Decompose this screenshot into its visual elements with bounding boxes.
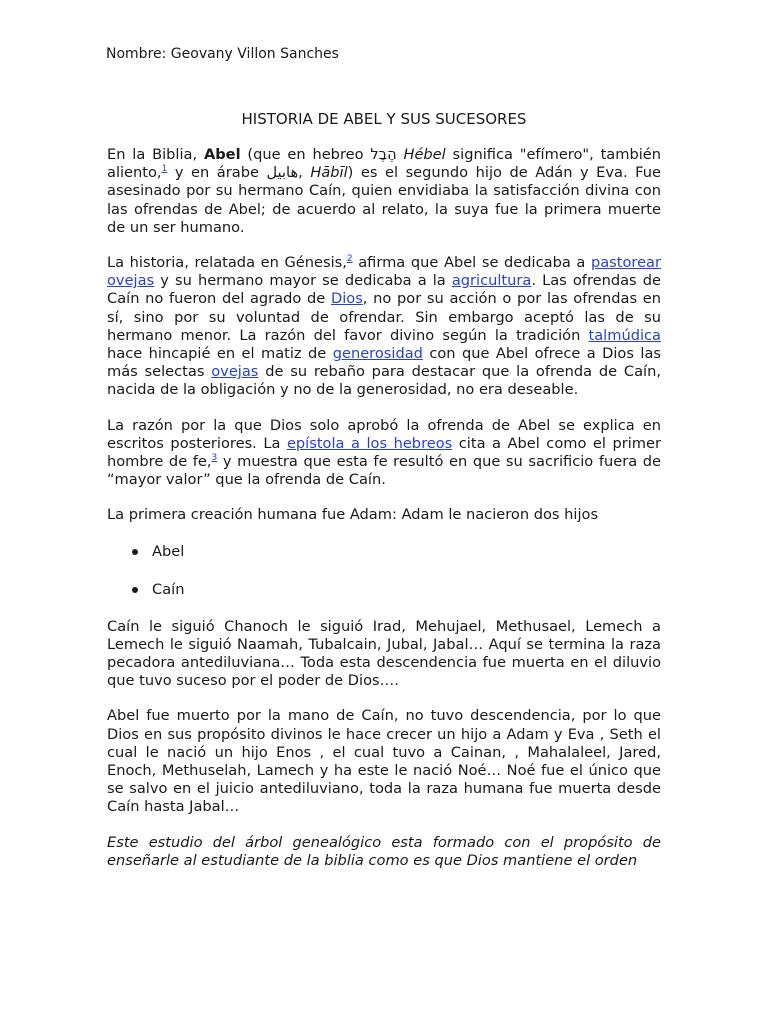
son-name: Caín: [152, 580, 185, 598]
link-generosidad[interactable]: generosidad: [332, 345, 423, 363]
paragraph-reason: [107, 417, 661, 490]
link-epistola-hebreos[interactable]: epístola a los hebreos: [286, 434, 453, 452]
paragraph-story: [107, 254, 661, 400]
text-run: . Las ofrendas de Caín no fueron del agrado de: [107, 272, 662, 308]
habil-italic: Hābīl: [310, 164, 348, 182]
document-body: [107, 146, 661, 887]
footnote-ref-2[interactable]: 2: [346, 254, 353, 265]
list-item: [132, 542, 661, 562]
list-item: [132, 580, 661, 600]
paragraph-intro: [107, 146, 661, 237]
hebrew-word: הֶבֶל: [370, 146, 397, 163]
paragraph-cain-line: Caín le siguió Chanoch le siguió Irad, Mehujael, Methusael, Lemech a Lemech le siguió Naamah, Tubalcain, Jubal, Jabal… Aquí se termina la raza pecadora antediluviana… Toda esta descendencia fue muerta en el diluvio que tuvo suceso por el poder de Dios….: [107, 617, 661, 690]
link-agricultura[interactable]: agricultura: [451, 272, 532, 290]
text-run: ,: [298, 164, 311, 182]
text-run: de su rebaño para destacar que la ofrenda de Caín, nacida de la obligación y no de la generosidad, no era deseable.: [107, 363, 662, 399]
abel-bold: Abel: [203, 146, 241, 163]
paragraph-adam: La primera creación humana fue Adam: Adam le nacieron dos hijos: [107, 506, 599, 524]
text-run: En la Biblia,: [107, 146, 204, 163]
author-line: Nombre: Geovany Villon Sanches: [106, 46, 339, 62]
text-run: , no por su acción o por las ofrendas en sí, sino por su voluntad de ofrendar. Sin embargo aceptó las de su hermano menor. La razón del favor divino según la tradición: [107, 290, 661, 344]
text-run: con que Abel ofrece a Dios las más selectas: [107, 345, 661, 381]
paragraph-study-note: Este estudio del árbol genealógico esta formado con el propósito de enseñarle al estudiante de la biblia como es que Dios mantiene el orden: [107, 833, 661, 869]
footnote-ref-1[interactable]: 1: [161, 164, 168, 175]
paragraph-abel-seth-line: Abel fue muerto por la mano de Caín, no tuvo descendencia, por lo que Dios en sus propósito divinos le hace crecer un hijo a Adam y Eva , Seth el cual le nació un hijo Enos , el cual tuvo a Cainan, , Mahalaleel, Jared, Enoch, Methuselah, Lamech y ha este le nació Noé… Noé fue el único que se salvo en el juicio antediluviano, toda la raza humana fue muerta desde Caín hasta Jabal…: [107, 707, 661, 816]
text-run: significa "efímero", también aliento,: [107, 146, 662, 182]
text-run: (que en hebreo: [240, 146, 371, 163]
bullet-icon: [132, 549, 138, 555]
link-pastorear-ovejas[interactable]: pastorear ovejas: [107, 254, 661, 290]
text-run: y muestra que esta fe resultó en que su sacrificio fuera de “mayor valor” que la ofrenda de Caín.: [107, 453, 661, 489]
son-name: Abel: [152, 542, 185, 560]
text-run: afirma que Abel se dedicaba a: [352, 254, 591, 272]
sons-list: [107, 542, 661, 600]
text-run: hace hincapié en el matiz de: [107, 345, 333, 363]
text-run: y su hermano mayor se dedicaba a la: [154, 272, 452, 290]
link-ovejas[interactable]: ovejas: [211, 363, 259, 381]
text-run: ) es el segundo hijo de Adán y Eva. Fue asesinado por su hermano Caín, quien envidiaba la satisfacción divina con las ofrendas de Abel; de acuerdo al relato, la suya fue la primera muerte de un ser humano.: [107, 164, 661, 236]
hebel-italic: Hébel: [403, 146, 446, 163]
footnote-ref-3[interactable]: 3: [211, 453, 218, 464]
text-run: La razón por la que Dios solo aprobó la ofrenda de Abel se explica en escritos posteriores. La: [107, 416, 661, 452]
bullet-icon: [132, 587, 138, 593]
text-run: y en árabe: [167, 164, 267, 182]
link-dios[interactable]: Dios: [330, 290, 363, 308]
text-run: La historia, relatada en Génesis,: [107, 254, 347, 272]
text-run: cita a Abel como el primer hombre de fe,: [107, 434, 661, 471]
link-talmudica[interactable]: talmúdica: [588, 326, 661, 344]
arabic-word: هابيل: [266, 164, 299, 182]
document-title: HISTORIA DE ABEL Y SUS SUCESORES: [241, 110, 527, 128]
